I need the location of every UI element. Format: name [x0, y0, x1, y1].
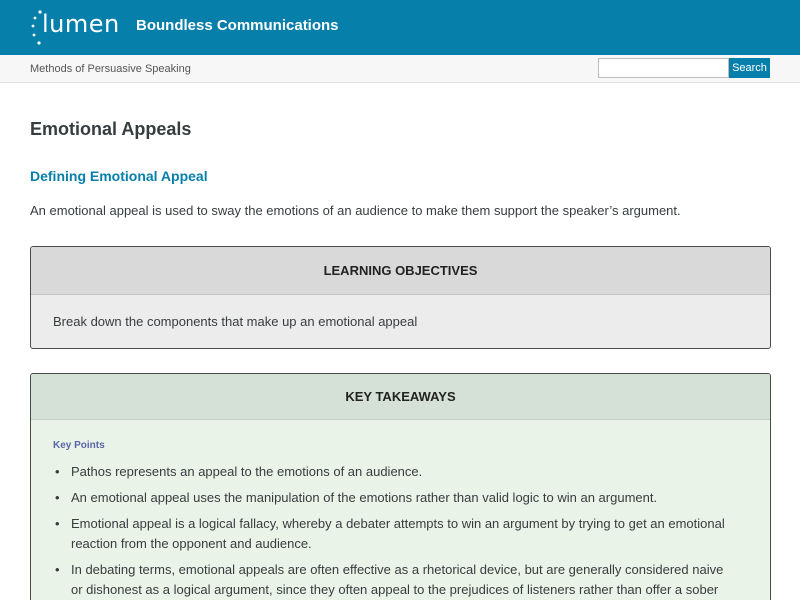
- sub-header: [0, 55, 800, 83]
- key-points-label: Key Points: [53, 440, 105, 451]
- book-title[interactable]: Boundless Communications: [136, 17, 339, 34]
- search-input[interactable]: [598, 58, 729, 78]
- learning-objectives-heading: LEARNING OBJECTIVES: [31, 247, 770, 295]
- list-item: • Emotional appeal is a logical fallacy, whereby a debater attempts to win an argument by trying to get an emotional reaction from the opponent and audience.: [55, 514, 730, 554]
- list-item: • An emotional appeal uses the manipulation of the emotions rather than valid logic to win an argument.: [55, 488, 730, 508]
- learning-objectives-box: [30, 246, 771, 349]
- learning-objectives-text: Break down the components that make up an emotional appeal: [53, 314, 418, 329]
- page-title: Emotional Appeals: [30, 119, 192, 139]
- top-header: [0, 0, 800, 55]
- list-item: • In debating terms, emotional appeals are often effective as a rhetorical device, but are generally considered naive or dishonest as a logical argument, since they often appeal to the prejudices of listeners rather than offer a sober: [55, 560, 730, 600]
- logo-text: lumen: [42, 10, 120, 38]
- key-points-list: [55, 462, 730, 600]
- key-takeaways-box: [30, 373, 771, 600]
- intro-paragraph: An emotional appeal is used to sway the emotions of an audience to make them support the speaker’s argument.: [30, 203, 681, 218]
- breadcrumb[interactable]: Methods of Persuasive Speaking: [30, 63, 191, 75]
- search-button[interactable]: Search: [729, 58, 770, 78]
- section-heading: Defining Emotional Appeal: [30, 168, 208, 184]
- key-takeaways-heading: KEY TAKEAWAYS: [31, 374, 770, 420]
- lumen-logo[interactable]: [30, 8, 120, 48]
- list-item: • Pathos represents an appeal to the emotions of an audience.: [55, 462, 730, 482]
